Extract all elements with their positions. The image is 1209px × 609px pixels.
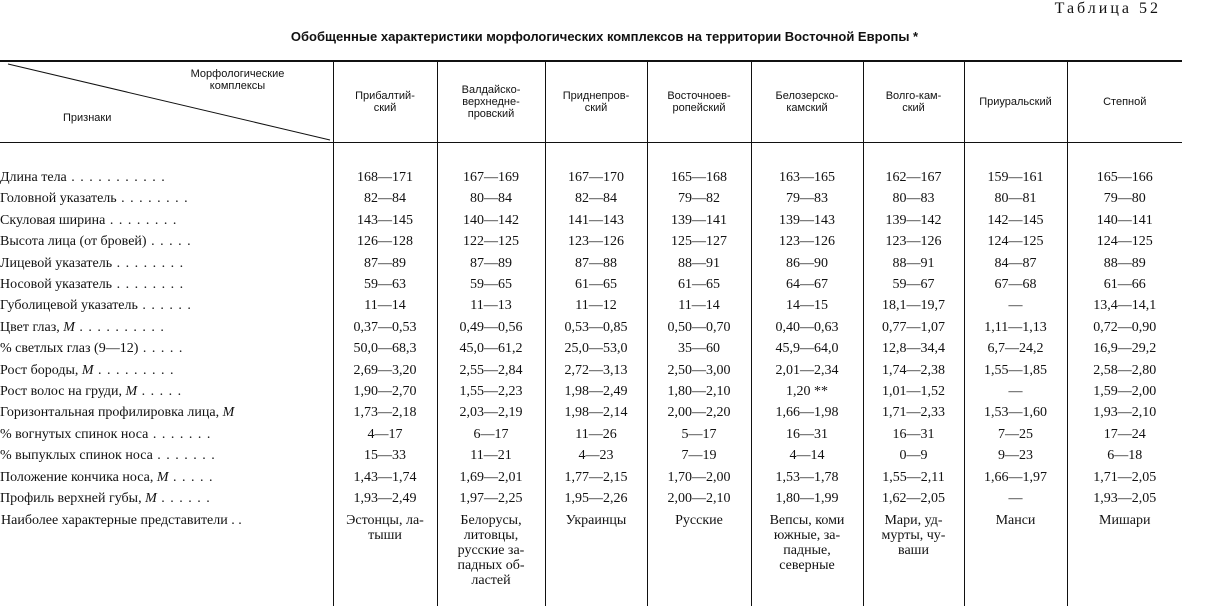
table-row [0, 231, 1182, 252]
table-cell: 167—170 [545, 167, 647, 188]
table-cell: 59—67 [863, 274, 964, 295]
table-row [0, 188, 1182, 209]
table-cell: Манси [964, 510, 1067, 606]
table-cell: 16—31 [863, 424, 964, 445]
table-cell: 11—21 [437, 445, 545, 466]
col-header: Приуральский [964, 61, 1067, 143]
table-cell: 67—68 [964, 274, 1067, 295]
table-cell: 123—126 [751, 231, 863, 252]
table-cell: — [964, 488, 1067, 509]
table-cell: 11—26 [545, 424, 647, 445]
table-cell: 1,93—2,05 [1067, 488, 1182, 509]
table-row [0, 317, 1182, 338]
table-cell: 87—89 [333, 253, 437, 274]
table-cell: 1,69—2,01 [437, 467, 545, 488]
table-cell: 7—25 [964, 424, 1067, 445]
table-cell: 159—161 [964, 167, 1067, 188]
table-cell: 125—127 [647, 231, 751, 252]
table-cell: — [964, 381, 1067, 402]
table-cell: 59—65 [437, 274, 545, 295]
table-row [0, 445, 1182, 466]
table-cell: 123—126 [545, 231, 647, 252]
table-row [0, 167, 1182, 188]
table-cell: 1,55—2,23 [437, 381, 545, 402]
table-cell: 1,01—1,52 [863, 381, 964, 402]
table-cell: 5—17 [647, 424, 751, 445]
table-cell: 1,43—1,74 [333, 467, 437, 488]
table-row [0, 338, 1182, 359]
table-cell: 61—66 [1067, 274, 1182, 295]
table-cell: 87—89 [437, 253, 545, 274]
col-header: Волго-кам- ский [863, 61, 964, 143]
table-row [0, 381, 1182, 402]
table-cell: 139—141 [647, 210, 751, 231]
table-cell: 162—167 [863, 167, 964, 188]
table-cell: 140—142 [437, 210, 545, 231]
table-cell: 13,4—14,1 [1067, 295, 1182, 316]
table-cell: 79—83 [751, 188, 863, 209]
table-cell: 123—126 [863, 231, 964, 252]
row-label: Губолицевой указатель . . . . . . [0, 298, 192, 314]
morphology-table [0, 60, 1182, 606]
table-cell: 167—169 [437, 167, 545, 188]
table-cell: 11—14 [647, 295, 751, 316]
table-cell: 16,9—29,2 [1067, 338, 1182, 359]
table-cell: — [964, 295, 1067, 316]
table-cell: 1,93—2,10 [1067, 402, 1182, 423]
row-label: Головной указатель . . . . . . . . [0, 191, 189, 207]
table-cell: 11—14 [333, 295, 437, 316]
table-cell: 14—15 [751, 295, 863, 316]
table-row-representatives [0, 510, 1182, 606]
table-number: Таблица 52 [1054, 0, 1161, 17]
table-cell: 87—88 [545, 253, 647, 274]
row-label: Рост волос на груди, M . . . . . [0, 384, 183, 400]
table-cell: 6—18 [1067, 445, 1182, 466]
table-cell: Эстонцы, ла- тыши [333, 510, 437, 606]
table-cell: 1,66—1,97 [964, 467, 1067, 488]
table-cell: 1,11—1,13 [964, 317, 1067, 338]
table-cell: 2,72—3,13 [545, 360, 647, 381]
table-cell: 2,00—2,10 [647, 488, 751, 509]
table-cell: 1,71—2,05 [1067, 467, 1182, 488]
table-cell: 1,93—2,49 [333, 488, 437, 509]
table-cell: 2,00—2,20 [647, 402, 751, 423]
table-cell: 0—9 [863, 445, 964, 466]
row-label: Горизонтальная профилировка лица, M [0, 405, 235, 421]
table-cell: 15—33 [333, 445, 437, 466]
table-cell: 1,98—2,14 [545, 402, 647, 423]
table-cell: 4—23 [545, 445, 647, 466]
table-cell: 18,1—19,7 [863, 295, 964, 316]
table-cell: 1,77—2,15 [545, 467, 647, 488]
table-cell: 6,7—24,2 [964, 338, 1067, 359]
table-cell: 1,74—2,38 [863, 360, 964, 381]
table-cell: 2,69—3,20 [333, 360, 437, 381]
table-cell: 11—12 [545, 295, 647, 316]
table-cell: 1,53—1,78 [751, 467, 863, 488]
table-cell: 64—67 [751, 274, 863, 295]
row-label: Высота лица (от бровей) . . . . . [0, 234, 192, 250]
table-cell: 168—171 [333, 167, 437, 188]
table-cell: 79—80 [1067, 188, 1182, 209]
table-row [0, 253, 1182, 274]
row-label: Рост бороды, M . . . . . . . . . [0, 362, 175, 378]
table-cell: 59—63 [333, 274, 437, 295]
table-cell: 2,03—2,19 [437, 402, 545, 423]
table-cell: 1,66—1,98 [751, 402, 863, 423]
table-cell: 1,70—2,00 [647, 467, 751, 488]
table-cell: 79—82 [647, 188, 751, 209]
table-cell: 61—65 [545, 274, 647, 295]
table-row [0, 274, 1182, 295]
table-cell: 1,55—2,11 [863, 467, 964, 488]
table-cell: 1,73—2,18 [333, 402, 437, 423]
col-header: Восточноев- ропейский [647, 61, 751, 143]
col-header: Прибалтий- ский [333, 61, 437, 143]
table-cell: 0,40—0,63 [751, 317, 863, 338]
table-cell: 2,50—3,00 [647, 360, 751, 381]
table-row [0, 295, 1182, 316]
row-label: Длина тела . . . . . . . . . . . [0, 170, 166, 185]
table-cell: 122—125 [437, 231, 545, 252]
table-cell: 1,62—2,05 [863, 488, 964, 509]
table-cell: 50,0—68,3 [333, 338, 437, 359]
table-row [0, 488, 1182, 509]
row-label: % светлых глаз (9—12) . . . . . [0, 341, 184, 357]
corner-bottom-label: Признаки [63, 112, 112, 124]
table-cell: 82—84 [333, 188, 437, 209]
col-header: Степной [1067, 61, 1182, 143]
table-cell: 6—17 [437, 424, 545, 445]
table-row [0, 402, 1182, 423]
table-cell: 1,71—2,33 [863, 402, 964, 423]
table-cell: 0,77—1,07 [863, 317, 964, 338]
table-cell: 0,50—0,70 [647, 317, 751, 338]
table-cell: 11—13 [437, 295, 545, 316]
table-cell: 86—90 [751, 253, 863, 274]
table-row [0, 424, 1182, 445]
table-cell: 124—125 [1067, 231, 1182, 252]
table-cell: 7—19 [647, 445, 751, 466]
table-cell: 61—65 [647, 274, 751, 295]
corner-top-label: Морфологические комплексы [190, 68, 285, 92]
table-cell: 9—23 [964, 445, 1067, 466]
header-row [0, 61, 1182, 143]
row-label: Цвет глаз, M . . . . . . . . . . [0, 319, 165, 335]
table-row [0, 210, 1182, 231]
table-cell: Белорусы, литовцы, русские за- падных об- ластей [437, 510, 545, 606]
col-header: Валдайско- верхнедне- провский [437, 61, 545, 143]
table-cell: Мишари [1067, 510, 1182, 606]
table-cell: 2,55—2,84 [437, 360, 545, 381]
table-cell: 126—128 [333, 231, 437, 252]
table-cell: 35—60 [647, 338, 751, 359]
row-label: % вогнутых спинок носа . . . . . . . [0, 426, 212, 442]
row-label: Скуловая ширина . . . . . . . . [0, 212, 178, 228]
table-cell: 45,9—64,0 [751, 338, 863, 359]
row-label: Лицевой указатель . . . . . . . . [0, 255, 185, 271]
table-row [0, 467, 1182, 488]
table-cell: Вепсы, коми южные, за- падные, северные [751, 510, 863, 606]
table-cell: 88—91 [647, 253, 751, 274]
table-cell: 80—81 [964, 188, 1067, 209]
col-header: Белозерско- камский [751, 61, 863, 143]
table-cell: 17—24 [1067, 424, 1182, 445]
table-cell: 4—17 [333, 424, 437, 445]
table-cell: 1,97—2,25 [437, 488, 545, 509]
table-cell: 165—166 [1067, 167, 1182, 188]
table-cell: 142—145 [964, 210, 1067, 231]
row-label: Положение кончика носа, M . . . . . [0, 469, 214, 485]
table-cell: Мари, уд- мурты, чу- ваши [863, 510, 964, 606]
table-cell: 0,53—0,85 [545, 317, 647, 338]
spacer-row [0, 143, 1182, 168]
table-cell: 12,8—34,4 [863, 338, 964, 359]
table-cell: 1,80—1,99 [751, 488, 863, 509]
table-cell: 0,72—0,90 [1067, 317, 1182, 338]
table-cell: 4—14 [751, 445, 863, 466]
table-cell: 2,01—2,34 [751, 360, 863, 381]
table-cell: 1,90—2,70 [333, 381, 437, 402]
table-cell: 45,0—61,2 [437, 338, 545, 359]
table-cell: 0,37—0,53 [333, 317, 437, 338]
table-cell: 0,49—0,56 [437, 317, 545, 338]
table-row [0, 360, 1182, 381]
table-cell: 25,0—53,0 [545, 338, 647, 359]
table-cell: 1,80—2,10 [647, 381, 751, 402]
table-cell: 1,55—1,85 [964, 360, 1067, 381]
col-header: Приднепров- ский [545, 61, 647, 143]
table-cell: 84—87 [964, 253, 1067, 274]
table-body [0, 143, 1182, 606]
table-cell: 165—168 [647, 167, 751, 188]
table-cell: 1,95—2,26 [545, 488, 647, 509]
row-label: % выпуклых спинок носа . . . . . . . [0, 448, 216, 464]
row-label: Носовой указатель . . . . . . . . [0, 277, 185, 293]
table-cell: 88—91 [863, 253, 964, 274]
table-cell: 80—83 [863, 188, 964, 209]
row-label: Наиболее характерные представители . . [1, 512, 242, 528]
table-cell: 139—142 [863, 210, 964, 231]
table-cell: 1,59—2,00 [1067, 381, 1182, 402]
header-corner [0, 61, 333, 143]
row-label: Профиль верхней губы, M . . . . . . [0, 491, 211, 507]
table-cell: 16—31 [751, 424, 863, 445]
table-cell: 82—84 [545, 188, 647, 209]
table-cell: 163—165 [751, 167, 863, 188]
table-cell: Украинцы [545, 510, 647, 606]
table-cell: 140—141 [1067, 210, 1182, 231]
table-cell: 143—145 [333, 210, 437, 231]
table-cell: 1,20 ** [751, 381, 863, 402]
table-cell: 124—125 [964, 231, 1067, 252]
table-title: Обобщенные характеристики морфологических комплексов на территории Восточной Европы * [290, 29, 919, 44]
table-cell: Русские [647, 510, 751, 606]
table-cell: 80—84 [437, 188, 545, 209]
table-cell: 2,58—2,80 [1067, 360, 1182, 381]
table-cell: 139—143 [751, 210, 863, 231]
table-cell: 88—89 [1067, 253, 1182, 274]
table-cell: 141—143 [545, 210, 647, 231]
table-cell: 1,53—1,60 [964, 402, 1067, 423]
table-cell: 1,98—2,49 [545, 381, 647, 402]
